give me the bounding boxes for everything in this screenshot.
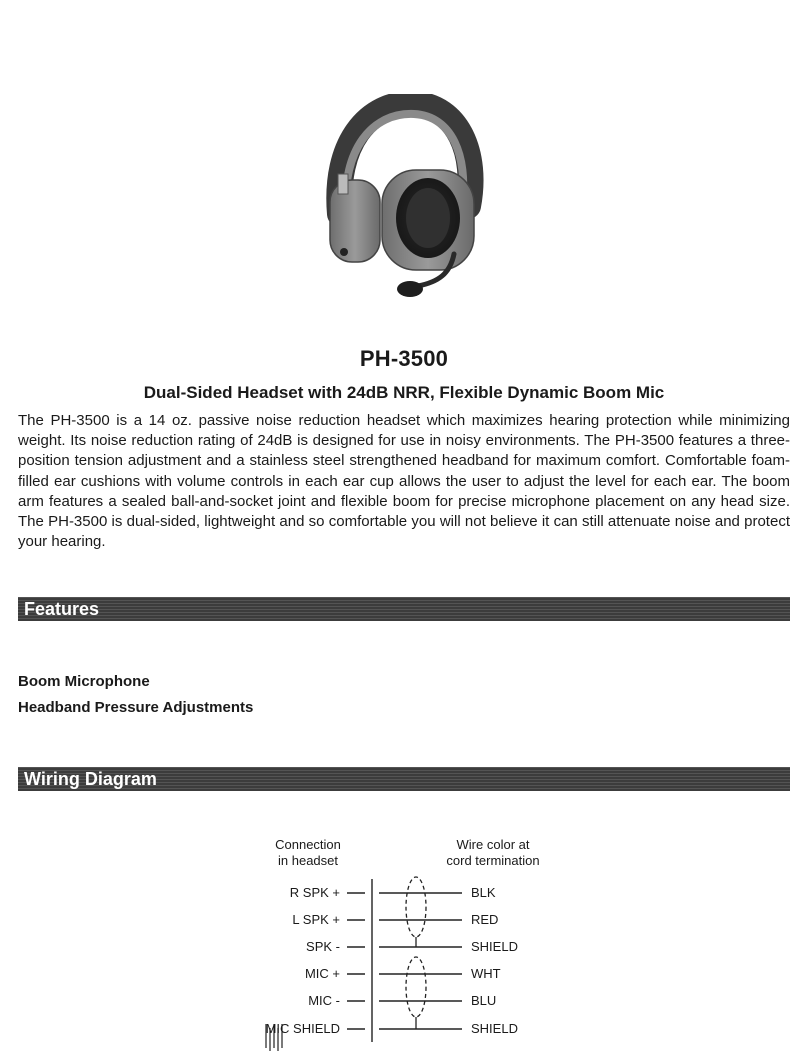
product-subtitle: Dual-Sided Headset with 24dB NRR, Flexible Dynamic Boom Mic xyxy=(143,383,665,402)
product-image-area xyxy=(0,0,808,340)
wire-color-label: SHIELD xyxy=(471,939,518,954)
wiring-diagram xyxy=(250,832,570,1051)
connection-label: L SPK + xyxy=(292,912,340,927)
feature-item: Boom Microphone xyxy=(18,673,150,690)
connection-label: R SPK + xyxy=(289,885,340,900)
headset-image xyxy=(318,94,490,306)
wire-color-header: Wire color at cord termination xyxy=(446,837,540,868)
speaker-shield-ellipse xyxy=(406,877,426,937)
wiring-diagram-heading: Wiring Diagram xyxy=(18,767,790,791)
connection-label: MIC - xyxy=(308,993,340,1008)
product-description: The PH-3500 is a 14 oz. passive noise reduction headset which maximizes hearing protection while minimizing weight. Its noise reduction rating of 24dB is designed for use in noisy environments. The PH-3500 features a three-position tension adjustment and a stainless steel strengthened headband for maximum comfort. Comfortable foam-filled ear cushions with volume controls in each ear cup allows the user to adjust the level for each ear. The boom arm features a sealed ball-and-socket joint and flexible boom for precise microphone placement on any head size. The PH-3500 is dual-sided, lightweight and so comfortable you will not believe it can still attenuate noise and protect your hearing. xyxy=(18,412,790,551)
wire-color-label: RED xyxy=(471,912,499,927)
wire-color-label: BLK xyxy=(471,885,496,900)
product-title: PH-3500 xyxy=(359,346,449,371)
connection-label: MIC + xyxy=(304,966,340,981)
wire-color-label: BLU xyxy=(471,993,497,1008)
connection-header: Connection in headset xyxy=(275,837,341,868)
wire-color-label: WHT xyxy=(471,966,501,981)
features-list xyxy=(18,672,253,724)
connection-label: MIC SHIELD xyxy=(265,1021,340,1036)
mic-shield-ellipse xyxy=(406,957,426,1017)
feature-item: Headband Pressure Adjustments xyxy=(18,699,254,716)
features-heading: Features xyxy=(18,597,790,621)
connection-label: SPK - xyxy=(306,939,340,954)
wire-color-label: SHIELD xyxy=(471,1021,518,1036)
